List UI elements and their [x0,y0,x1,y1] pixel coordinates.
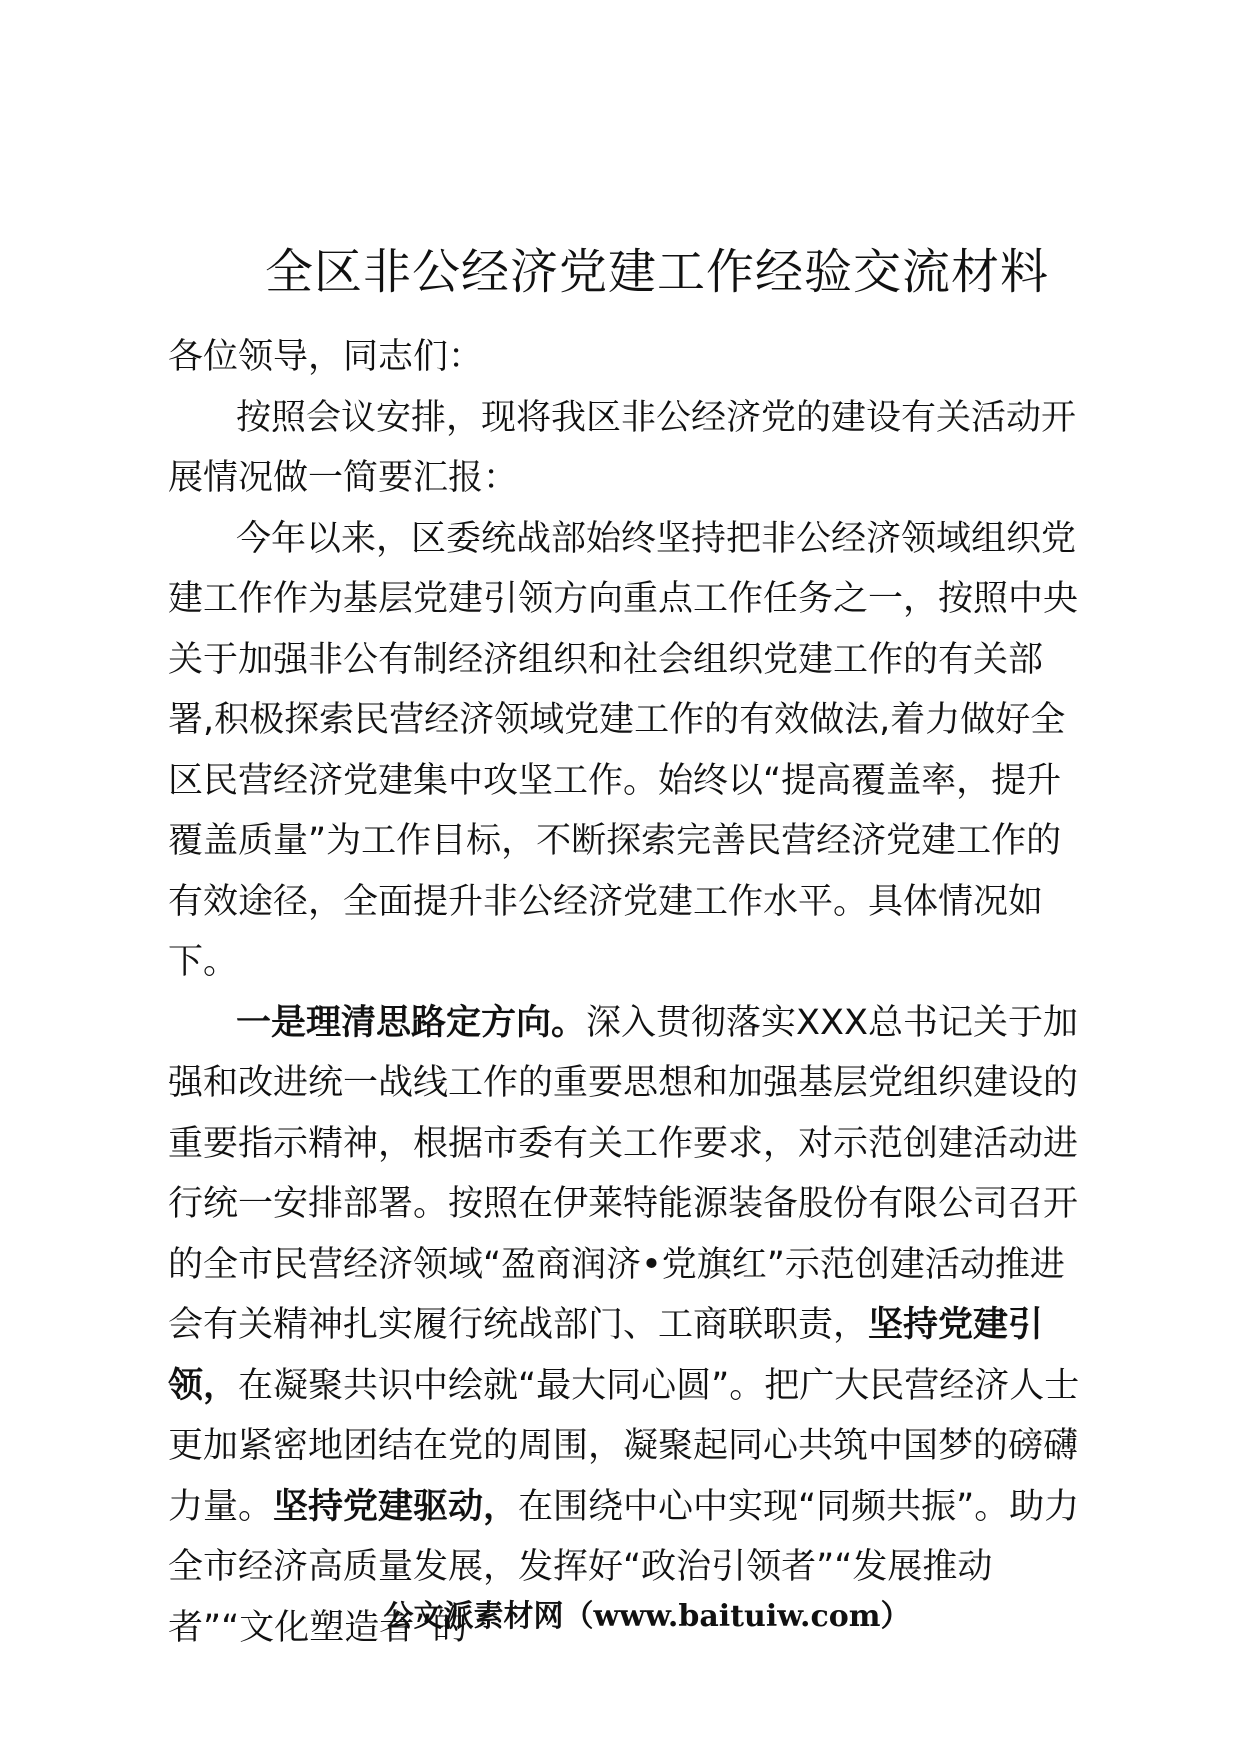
source-footer: 公文派素材网（www.baituiw.com） [383,1599,911,1634]
point-one-text: 深入贯彻落实XXX总书记关于加强和改进统一战线工作的重要思想和加强基层党组织建设的重要指示精神，根据市委有关工作要求，对示范创建活动进行统一安排部署。按照在伊莱特能源装备股份有限公司召开的全市民营经济领域“盈商润济•党旗红”示范创建活动推进会有关精神扎实履行统战部门、工商联职责， [168,1002,1079,1345]
paragraph-point-one [168,993,1088,1659]
document-body [168,327,1088,1658]
paragraph-overview: 今年以来，区委统战部始终坚持把非公经济领域组织党建工作作为基层党建引领方向重点工作任务之一，按照中央关于加强非公有制经济组织和社会组织党建工作的有关部署,积极探索民营经济领域党建工作的有效做法,着力做好全区民营经济党建集中攻坚工作。始终以“提高覆盖率，提升覆盖质量”为工作目标，不断探索完善民营经济党建工作的有效途径，全面提升非公经济党建工作水平。具体情况如下。 [168,518,1079,982]
point-one-emphasis-guidance: 坚持党建引领， [168,1305,1044,1406]
document-title: 全区非公经济党建工作经验交流材料 [264,244,1049,300]
salutation: 各位领导，同志们： [168,337,484,377]
point-one-heading: 一是理清思路定方向。 [236,1002,587,1043]
point-one-text-3: 在围绕中心中实现“同频共振”。助力全市经济高质量发展，发挥好“政治引领者”“发展推动者”“文化塑造者”的 [168,1486,1080,1648]
point-one-text-2: 在凝聚共识中绘就“最大同心圆”。把广大民营经济人士更加紧密地团结在党的周围，凝聚起同心共筑中国梦的磅礴力量。 [168,1365,1080,1527]
paragraph-intro: 按照会议安排，现将我区非公经济党的建设有关活动开展情况做一简要汇报： [168,397,1077,498]
point-one-emphasis-drive: 坚持党建驱动， [273,1486,519,1527]
